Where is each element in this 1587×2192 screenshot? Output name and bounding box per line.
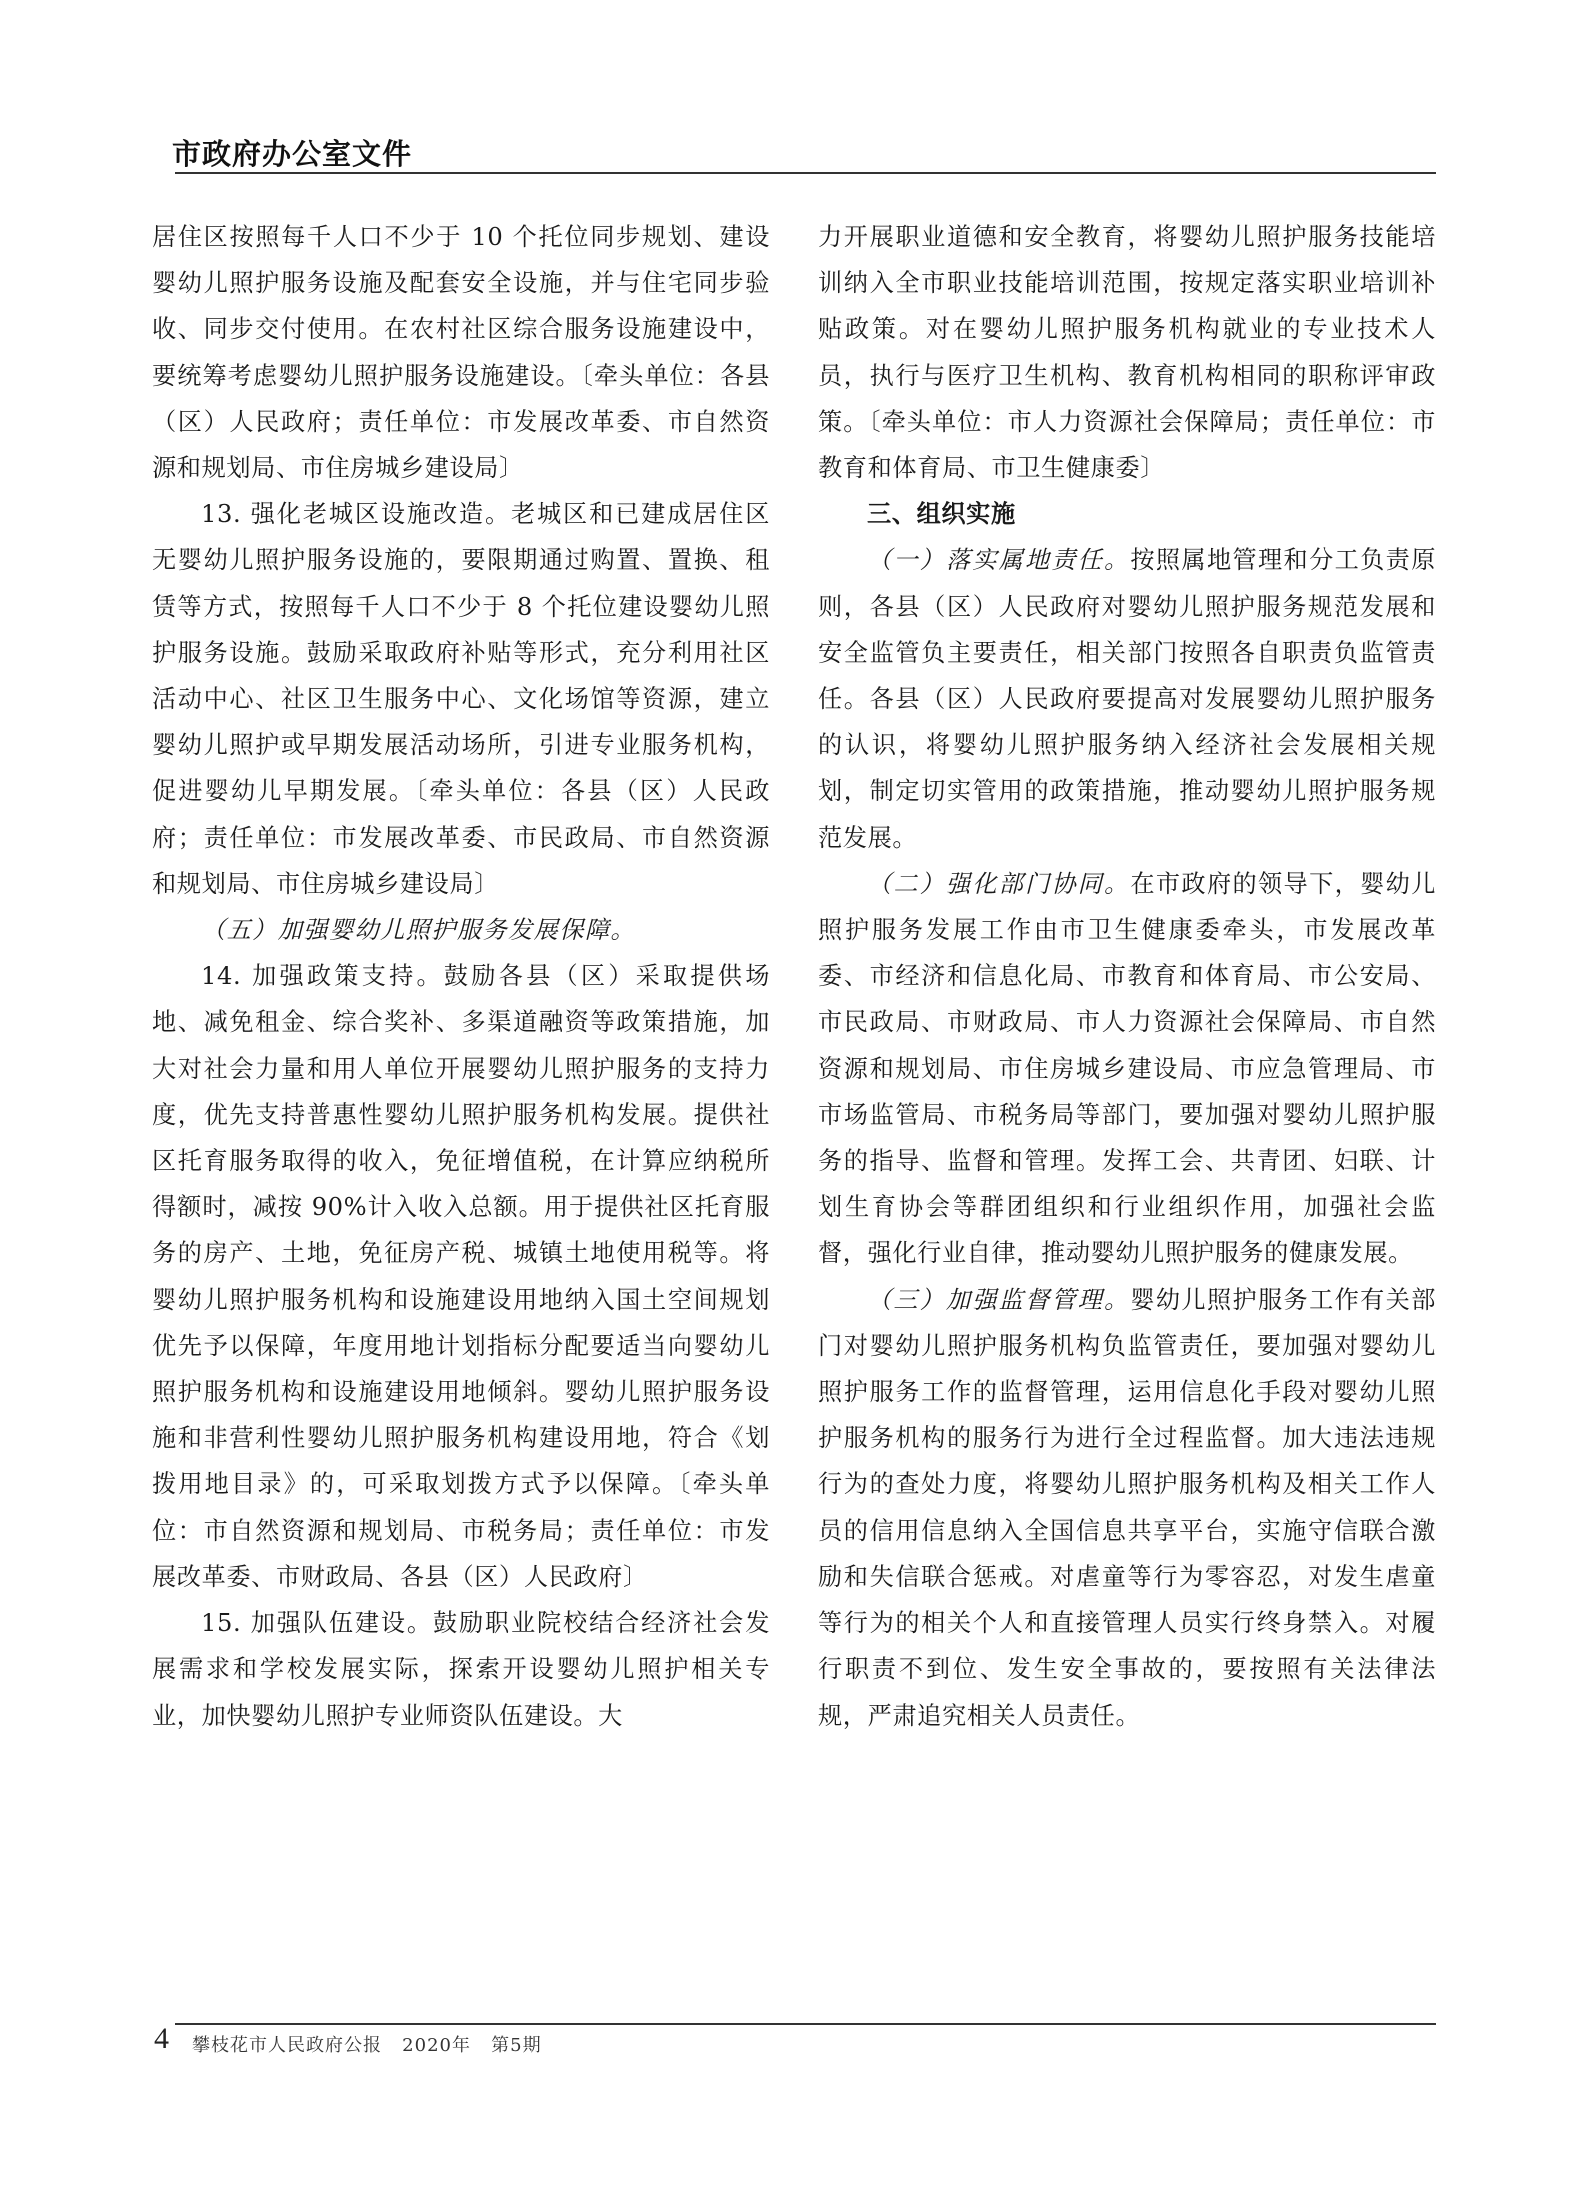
page-header-title: 市政府办公室文件: [172, 137, 413, 171]
subheading-lead: （三）加强监督管理。: [867, 1285, 1131, 1314]
publication-year: 2020年: [402, 2035, 471, 2056]
subheading-lead: （一）落实属地责任。: [867, 546, 1131, 575]
subheading-lead: （二）强化部门协同。: [867, 869, 1131, 898]
paragraph-continuation: 力开展职业道德和安全教育，将婴幼儿照护服务技能培训纳入全市职业技能培训范围，按规定落实职业培训补贴政策。对在婴幼儿照护服务机构就业的专业技术人员，执行与医疗卫生机构、教育机构相同的职称评审政策。〔牵头单位：市人力资源社会保障局；责任单位：市教育和体育局、市卫生健康委〕: [818, 223, 1436, 483]
right-column: [818, 214, 1436, 1739]
header-rule: [175, 172, 1436, 174]
subheading-5: （五）加强婴幼儿照护服务发展保障。: [201, 916, 636, 945]
page-number: 4: [154, 2022, 169, 2055]
paragraph-sub-3: [818, 1277, 1436, 1739]
paragraph-sub-1: [818, 537, 1436, 860]
publication-issue: 第5期: [491, 2035, 542, 2056]
paragraph-item-14: 14. 加强政策支持。鼓励各县（区）采取提供场地、减免租金、综合奖补、多渠道融资等政策措施，加大对社会力量和用人单位开展婴幼儿照护服务的支持力度，优先支持普惠性婴幼儿照护服务机构发展。提供社区托育服务取得的收入，免征增值税，在计算应纳税所得额时，减按 90%计入收入总额。用于提供社区托育服务的房产、土地，免征房产税、城镇土地使用税等。将婴幼儿照护服务机构和设施建设用地纳入国土空间规划优先予以保障，年度用地计划指标分配要适当向婴幼儿照护服务机构和设施建设用地倾斜。婴幼儿照护服务设施和非营利性婴幼儿照护服务机构建设用地，符合《划拨用地目录》的，可采取划拨方式予以保障。〔牵头单位：市自然资源和规划局、市税务局；责任单位：市发展改革委、市财政局、各县（区）人民政府〕: [152, 962, 770, 1591]
section-heading-3: 三、组织实施: [867, 500, 1016, 529]
paragraph-body: 在市政府的领导下，婴幼儿照护服务发展工作由市卫生健康委牵头，市发展改革委、市经济和信息化局、市教育和体育局、市公安局、市民政局、市财政局、市人力资源社会保障局、市自然资源和规划局、市住房城乡建设局、市应急管理局、市市场监管局、市税务局等部门，要加强对婴幼儿照护服务的指导、监督和管理。发挥工会、共青团、妇联、计划生育协会等群团组织和行业组织作用，加强社会监督，强化行业自律，推动婴幼儿照护服务的健康发展。: [818, 869, 1436, 1268]
paragraph-sub-2: [818, 861, 1436, 1277]
paragraph-body: 婴幼儿照护服务工作有关部门对婴幼儿照护服务机构负监管责任，要加强对婴幼儿照护服务工作的监督管理，运用信息化手段对婴幼儿照护服务机构的服务行为进行全过程监督。加大违法违规行为的查处力度，将婴幼儿照护服务机构及相关工作人员的信用信息纳入全国信息共享平台，实施守信联合激励和失信联合惩戒。对虐童等行为零容忍，对发生虐童等行为的相关个人和直接管理人员实行终身禁入。对履行职责不到位、发生安全事故的，要按照有关法律法规，严肃追究相关人员责任。: [818, 1285, 1436, 1730]
left-column: [152, 214, 770, 1739]
footer-publication-info: [192, 2031, 542, 2057]
paragraph-body: 按照属地管理和分工负责原则，各县（区）人民政府对婴幼儿照护服务规范发展和安全监管负主要责任，相关部门按照各自职责负监管责任。各县（区）人民政府要提高对发展婴幼儿照护服务的认识，将婴幼儿照护服务纳入经济社会发展相关规划，制定切实管用的政策措施，推动婴幼儿照护服务规范发展。: [818, 546, 1436, 852]
paragraph-item-13: 13. 强化老城区设施改造。老城区和已建成居住区无婴幼儿照护服务设施的，要限期通过购置、置换、租赁等方式，按照每千人口不少于 8 个托位建设婴幼儿照护服务设施。鼓励采取政府补贴等形式，充分利用社区活动中心、社区卫生服务中心、文化场馆等资源，建立婴幼儿照护或早期发展活动场所，引进专业服务机构，促进婴幼儿早期发展。〔牵头单位：各县（区）人民政府；责任单位：市发展改革委、市民政局、市自然资源和规划局、市住房城乡建设局〕: [152, 500, 770, 898]
publication-name: 攀枝花市人民政府公报: [192, 2035, 382, 2056]
paragraph-continuation: 居住区按照每千人口不少于 10 个托位同步规划、建设婴幼儿照护服务设施及配套安全设施，并与住宅同步验收、同步交付使用。在农村社区综合服务设施建设中，要统筹考虑婴幼儿照护服务设施建设。〔牵头单位：各县（区）人民政府；责任单位：市发展改革委、市自然资源和规划局、市住房城乡建设局〕: [152, 223, 770, 483]
paragraph-item-15: 15. 加强队伍建设。鼓励职业院校结合经济社会发展需求和学校发展实际，探索开设婴幼儿照护相关专业，加快婴幼儿照护专业师资队伍建设。大: [152, 1609, 770, 1730]
footer-rule: [175, 2023, 1436, 2025]
